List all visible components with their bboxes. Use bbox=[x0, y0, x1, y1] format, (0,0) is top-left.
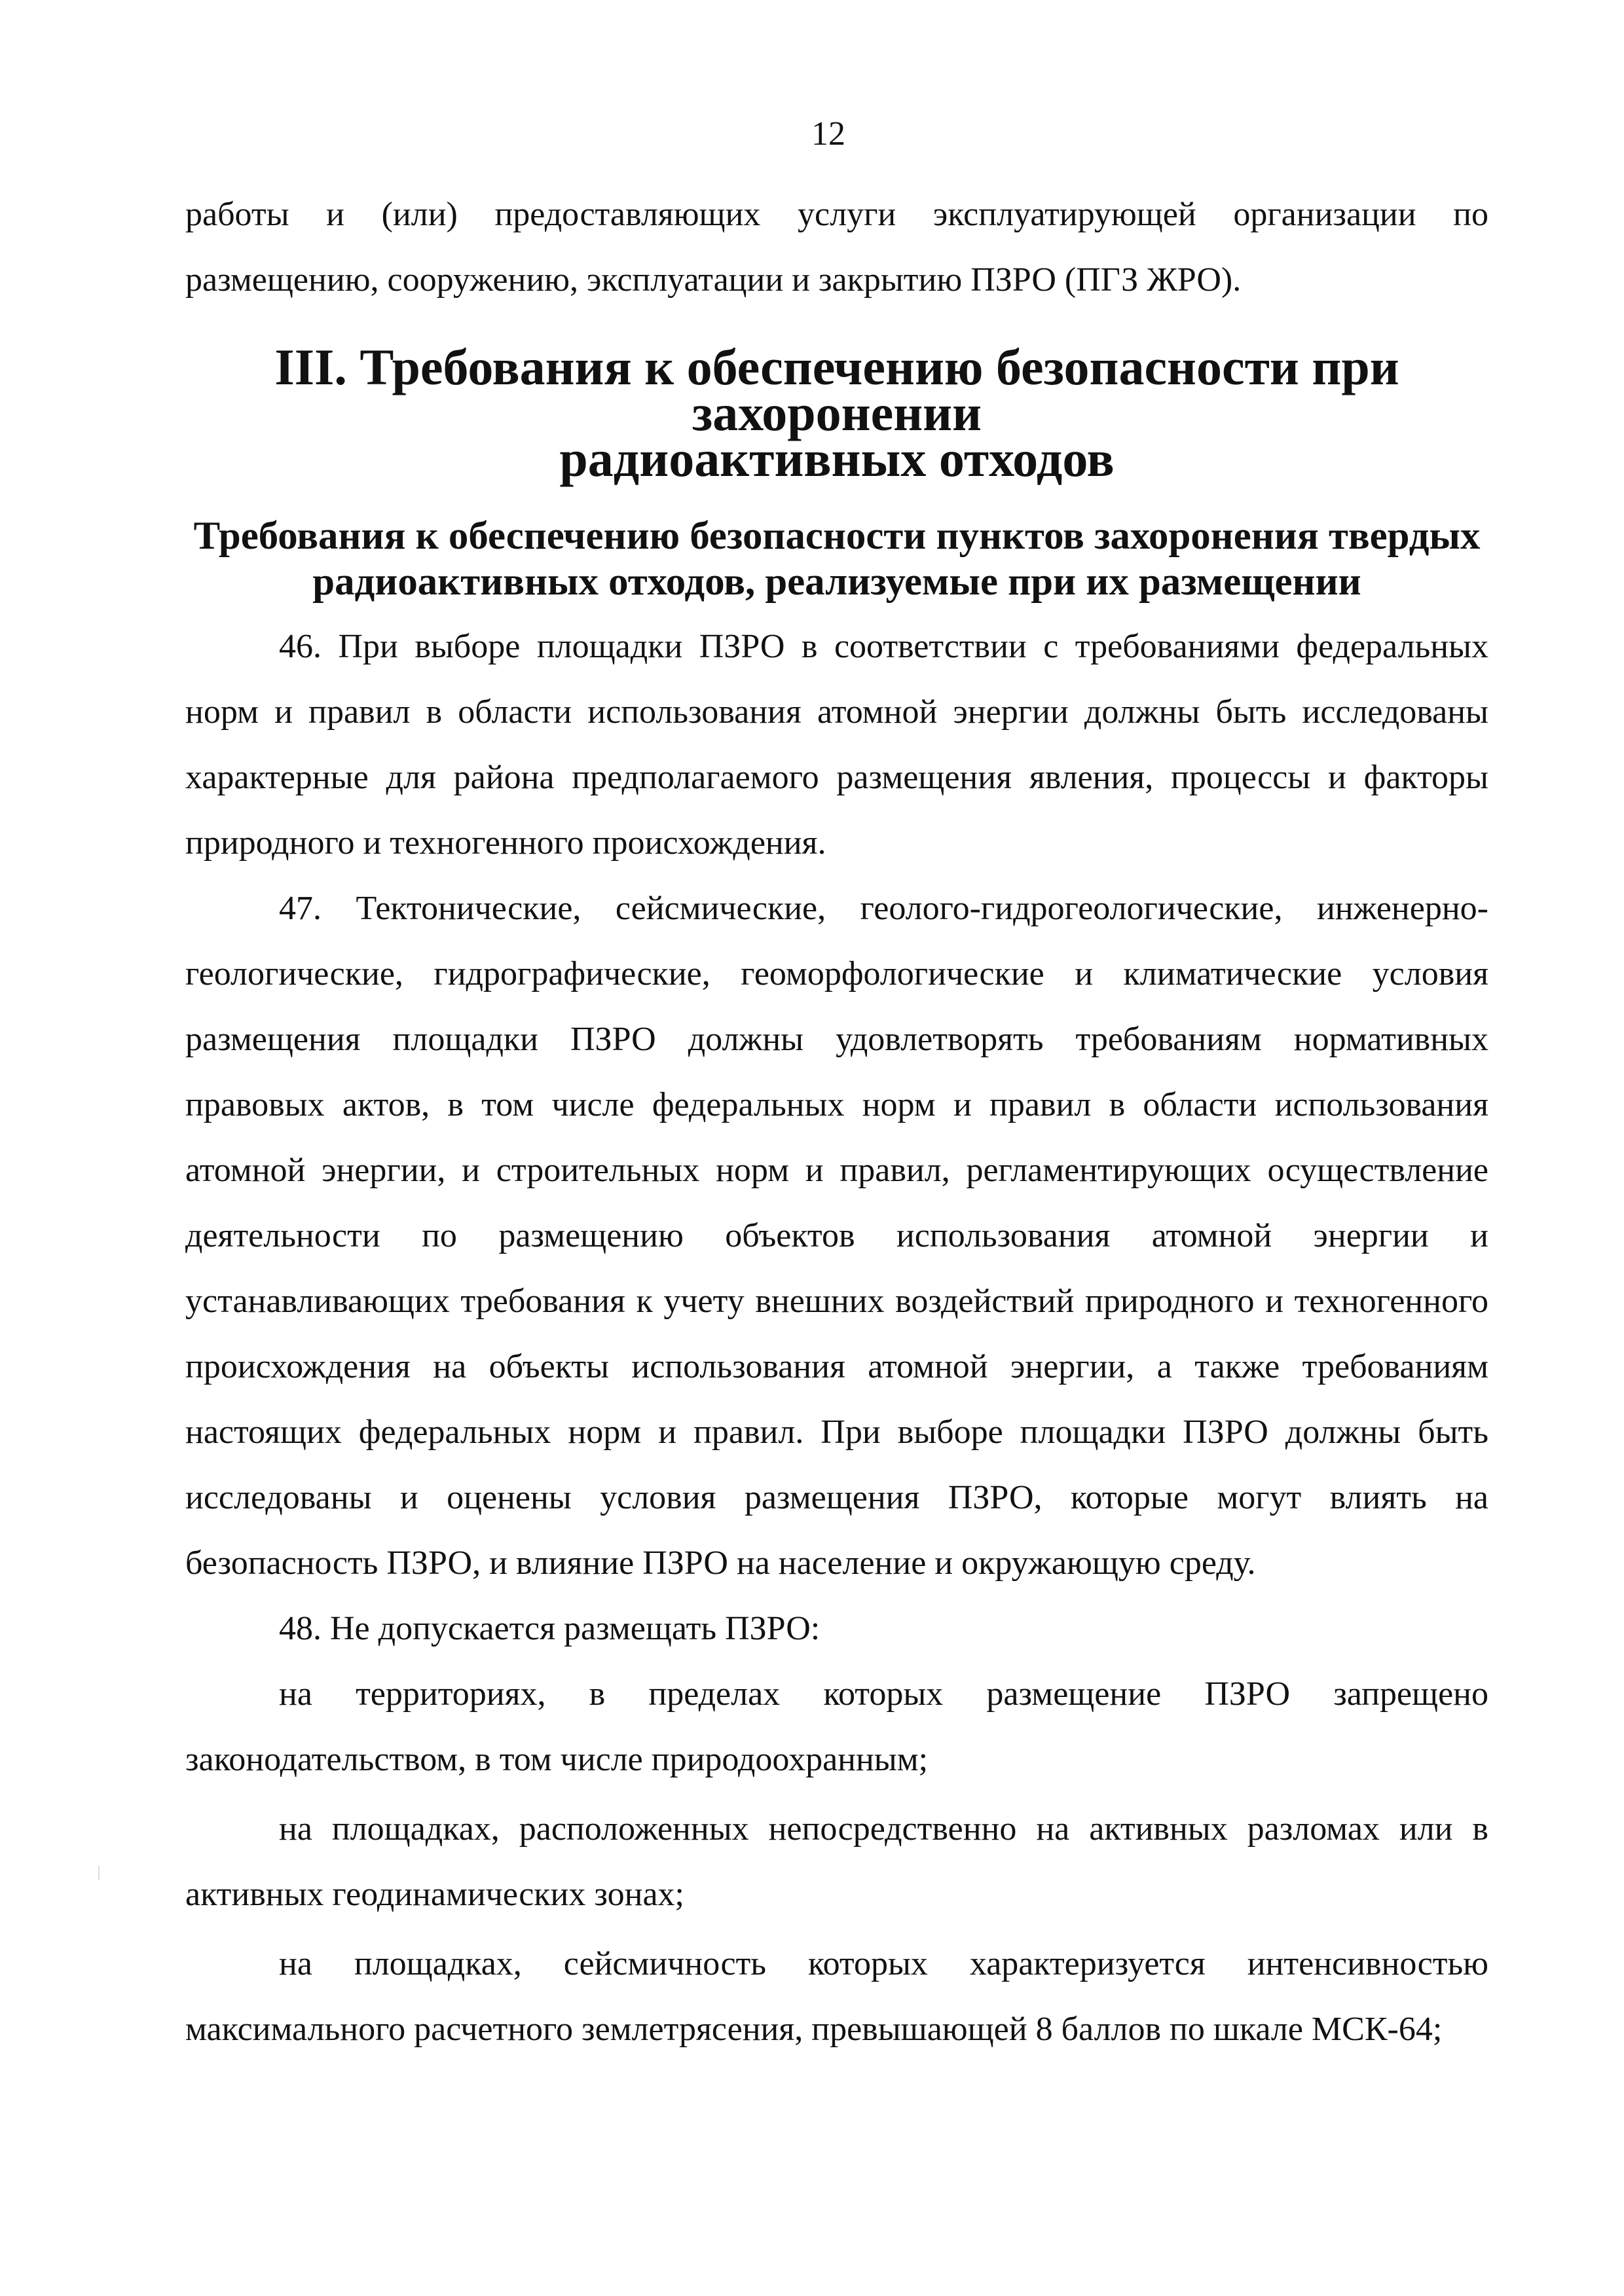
section-title-line-2: радиоактивных отходов bbox=[559, 430, 1115, 487]
section-title-line-1: III. Требования к обеспечению безопасности при захоронении bbox=[274, 338, 1399, 441]
paragraph-47: 47. Тектонические, сейсмические, геолого-гидрогеологические, инженерно-геологические, гидрографические, геоморфологические и климатические условия размещения площадки ПЗРО должны удовлетворять требованиям нормативных правовых актов, в том числе федеральных норм и правил в области использования атомной энергии, и строительных норм и правил, регламентирующих осуществление деятельности по размещению объектов использования атомной энергии и устанавливающих требования к учету внешних воздействий природного и техногенного происхождения на объекты использования атомной энергии, а также требованиям настоящих федеральных норм и правил. При выборе площадки ПЗРО должны быть исследованы и оценены условия размещения ПЗРО, которые могут влиять на безопасность ПЗРО, и влияние ПЗРО на население и окружающую среду. bbox=[185, 890, 1488, 1582]
paragraph-48-item-1: на территориях, в пределах которых размещение ПЗРО запрещено законодательством, в том числе природоохранным; bbox=[185, 1675, 1488, 1778]
continuation-paragraph: работы и (или) предоставляющих услуги эксплуатирующей организации по размещению, сооружению, эксплуатации и закрытию ПЗРО (ПГЗ ЖРО). bbox=[185, 196, 1488, 299]
subsection-title-line-2: радиоактивных отходов, реализуемые при их размещении bbox=[312, 560, 1361, 604]
section-title bbox=[185, 338, 1488, 487]
paragraph-48: 48. Не допускается размещать ПЗРО: bbox=[279, 1610, 821, 1647]
document-body bbox=[185, 182, 1488, 2062]
subsection-title-line-1: Требования к обеспечению безопасности пунктов захоронения твердых bbox=[193, 514, 1481, 558]
paragraph-48-item-2: на площадках, расположенных непосредственно на активных разломах или в активных геодинамических зонах; bbox=[185, 1810, 1488, 1913]
page-number: 12 bbox=[811, 115, 845, 153]
subsection-title bbox=[185, 513, 1488, 605]
paragraph-46: 46. При выборе площадки ПЗРО в соответствии с требованиями федеральных норм и правил в области использования атомной энергии должны быть исследованы характерные для района предполагаемого размещения явления, процессы и факторы природного и техногенного происхождения. bbox=[185, 628, 1488, 862]
paragraph-48-item-3: на площадках, сейсмичность которых характеризуется интенсивностью максимального расчетного землетрясения, превышающей 8 баллов по шкале МСК-64; bbox=[185, 1945, 1488, 2048]
scan-margin-mark bbox=[98, 1866, 100, 1880]
